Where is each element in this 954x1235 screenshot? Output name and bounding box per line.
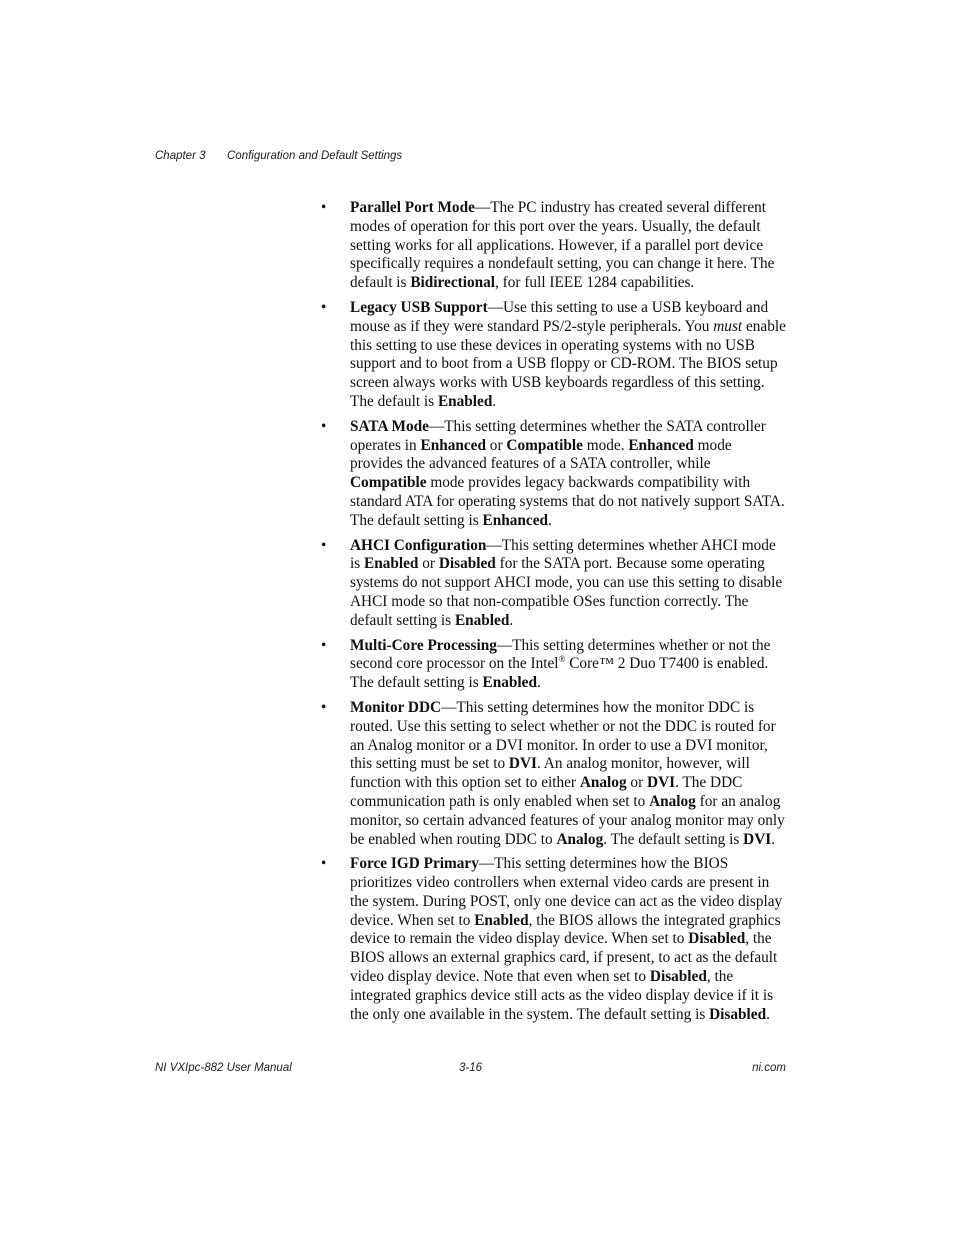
page-header [155, 150, 402, 162]
chapter-title: Configuration and Default Settings [227, 150, 403, 162]
setting-name: SATA Mode [350, 417, 429, 435]
item-text: SATA Mode—This setting determines whether the SATA controller operates in Enhanced or Compatible mode. Enhanced mode provides the advanced features of a SATA controller, while Compatible mode provides legacy backwards compatibility with standard ATA for operating systems that do not natively support SATA. The default setting is Enhanced. [350, 417, 785, 529]
bullet: • [321, 636, 327, 654]
list-item-legacy-usb-support [318, 299, 788, 412]
bullet: • [321, 199, 327, 216]
item-text: Force IGD Primary—This setting determines how the BIOS prioritizes video controllers when external video cards are present in the system. During POST, only one device can act as the video display device. When set to Enabled, the BIOS allows the integrated graphics device to remain the video display device. When set to Disabled, the BIOS allows an external graphics card, if present, to act as the default video display device. Note that even when set to Disabled, the integrated graphics device still acts as the video display device if it is the only one available in the system. The default setting is Disabled. [350, 855, 783, 1023]
list-item-sata-mode [318, 418, 788, 531]
list-item-monitor-ddc [318, 699, 788, 849]
item-text: Multi-Core Processing—This setting determines whether or not the second core processor on the Intel® Core™ 2 Duo T7400 is enabled. The default setting is Enabled. [350, 636, 771, 692]
page-footer [155, 1062, 786, 1078]
bullet: • [321, 417, 327, 435]
item-text: Legacy USB Support—Use this setting to use a USB keyboard and mouse as if they were standard PS/2-style peripherals. You must enable this setting to use these devices in operating systems with no USB support and to boot from a USB floppy or CD-ROM. The BIOS setup screen always works with USB keyboards regardless of this setting. The default is Enabled. [350, 298, 786, 410]
setting-name: AHCI Configuration [350, 536, 487, 554]
setting-name: Monitor DDC [350, 698, 442, 716]
chapter-label: Chapter 3 [155, 150, 206, 162]
bullet: • [321, 536, 327, 554]
site-link: ni.com [752, 1062, 786, 1074]
setting-name: Legacy USB Support [350, 298, 488, 316]
setting-name: Parallel Port Mode [350, 199, 475, 216]
manual-title: NI VXIpc-882 User Manual [155, 1062, 292, 1074]
bullet: • [321, 698, 327, 716]
list-item-multi-core-processing [318, 637, 788, 693]
list-item-parallel-port-mode [318, 199, 788, 293]
item-text: Monitor DDC—This setting determines how the monitor DDC is routed. Use this setting to select whether or not the DDC is routed for an Analog monitor or a DVI monitor. In order to use a DVI monitor, this setting must be set to DVI. An analog monitor, however, will function with this option set to either Analog or DVI. The DDC communication path is only enabled when set to Analog for an analog monitor, so certain advanced features of your analog monitor may only be enabled when routing DDC to Analog. The default setting is DVI. [350, 698, 785, 848]
bullet: • [321, 298, 327, 316]
page-number: 3-16 [459, 1062, 483, 1074]
item-text: Parallel Port Mode—The PC industry has created several different modes of operation for this port over the years. Usually, the default setting works for all applications. However, if a parallel port device specifically requires a nondefault setting, you can change it here. The default is Bidirectional, for full IEEE 1284 capabilities. [350, 199, 775, 292]
setting-name: Multi-Core Processing [350, 636, 497, 654]
registered-mark: ® [558, 654, 566, 665]
list-item-ahci-configuration [318, 537, 788, 631]
settings-list [318, 199, 788, 1030]
setting-name: Force IGD Primary [350, 855, 479, 873]
list-item-force-igd-primary [318, 855, 788, 1024]
item-text: AHCI Configuration—This setting determines whether AHCI mode is Enabled or Disabled for the SATA port. Because some operating systems do not support AHCI mode, you can use this setting to disable AHCI mode so that non-compatible OSes function correctly. The default setting is Enabled. [350, 536, 783, 629]
bullet: • [321, 855, 327, 873]
